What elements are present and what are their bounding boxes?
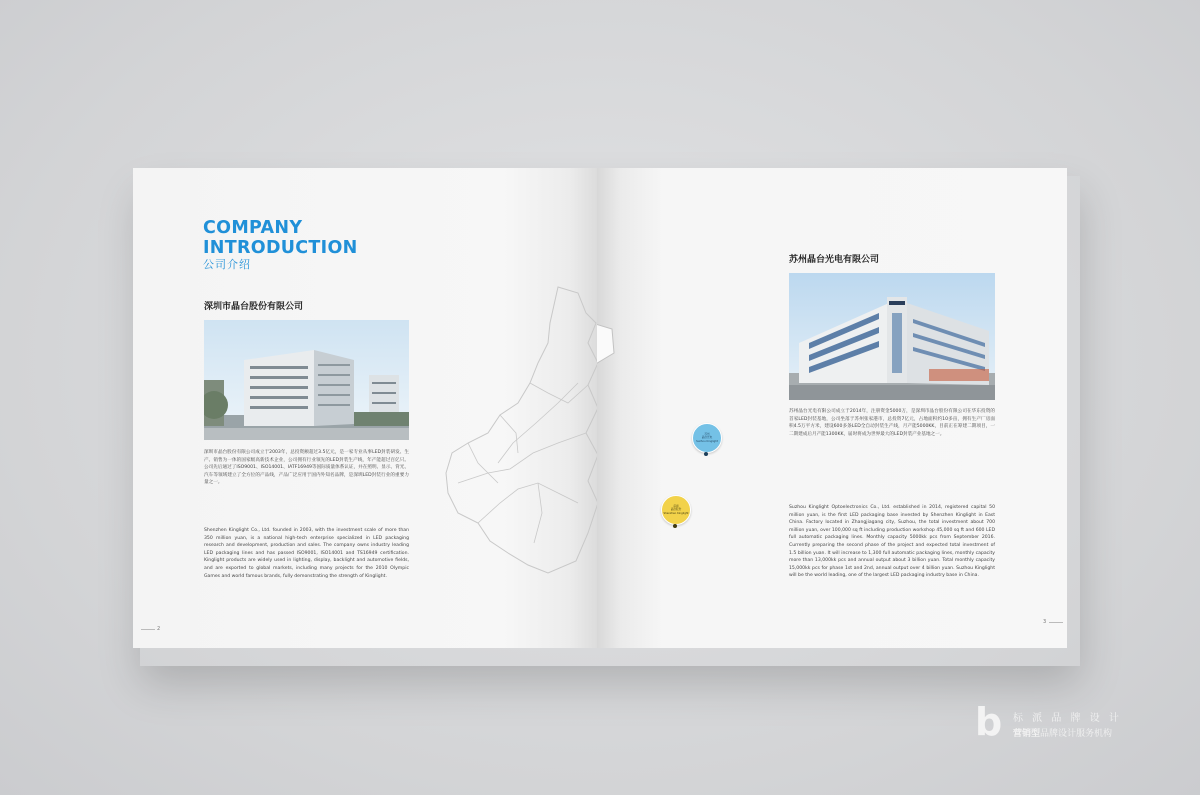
brand-name: 标 派 品 牌 设 计 — [1013, 713, 1122, 724]
shenzhen-company-name: 深圳市晶台股份有限公司 — [204, 302, 304, 312]
shenzhen-building-photo — [204, 320, 409, 440]
suzhou-pin-label: 苏州 晶台光电 Suzhou Kinglight — [696, 433, 718, 443]
suzhou-description-cn: 苏州晶台光电有限公司成立于2014年，注册资金5000万，是深圳市晶台股份有限公司在华东投资的首家LED封装基地，公司坐落于苏州张家港市，总投资7亿元，占地面积约10多亩，拥有生产厂房面积4.5万平方米，建设600多条LED全自动封装生产线，月产能5000KK，目前正在筹建二期项目，一二期建成后月产能1300KK，届时将成为世界最大的LED封装产业基地之一。 — [789, 409, 995, 437]
suzhou-pin[interactable] — [692, 423, 722, 453]
title-line-1: COMPANY — [203, 218, 303, 238]
shenzhen-pin-dot — [673, 524, 677, 528]
brand-tagline-rest: 品牌设计服务机构 — [1040, 729, 1113, 739]
shenzhen-pin[interactable] — [661, 495, 691, 525]
suzhou-pin-dot — [704, 452, 708, 456]
page-title — [203, 218, 358, 272]
title-chinese: 公司介绍 — [203, 258, 251, 271]
page-number-right: 3 — [1043, 619, 1047, 625]
page-number-rule-right — [1049, 622, 1063, 623]
right-page — [597, 168, 1067, 648]
suzhou-building-photo — [789, 273, 995, 400]
suzhou-company-name: 苏州晶台光电有限公司 — [789, 255, 880, 265]
china-map-left — [438, 283, 597, 583]
page-number-rule — [141, 629, 155, 630]
left-page — [133, 168, 597, 648]
brand-logo: b — [975, 700, 1003, 744]
brand-tagline-bold: 营销型 — [1013, 729, 1041, 739]
shenzhen-description-en: Shenzhen Kinglight Co., Ltd. founded in 2003, with the investment scale of more than 350 million yuan, is a national high-tech enterprise specialized in LED packaging research and development, production and sales. The company owns industry leading LED packaging lines and has passed ISO9001, ISO14001 and TS16949 certification. Kinglight products are widely used in lighting, display, backlight and automotive fields, and are exported to global markets, including many projects for the 2010 Olympic Games and world famous brands, fully demonstrating the strength of Kinglight. — [204, 528, 409, 579]
shenzhen-description-cn: 深圳市晶台股份有限公司成立于2003年，总投资额超过3.5亿元，是一家专业从事LED封装研发、生产、销售为一体的国家级高新技术企业，公司拥有行业领先的LED封装生产线，年产能超过百亿只。公司先后通过了ISO9001、ISO14001、IATF16949等国际质量体系认证，并在照明、显示、背光、汽车等领域建立了全方位的产品线，产品广泛应用于国内外知名品牌，是深圳LED封装行业的重要力量之一。 — [204, 450, 409, 486]
brand-tagline — [1013, 726, 1112, 739]
page-number-left: 2 — [157, 626, 161, 632]
title-line-2: INTRODUCTION — [203, 238, 358, 258]
shenzhen-pin-label: 深圳 晶台股份 Shenzhen Kinglight — [663, 505, 689, 515]
suzhou-description-en: Suzhou Kinglight Optoelectronics Co., Ltd. established in 2014, registered capital 50 million yuan, is the first LED packaging base invested by Shenzhen Kinglight in East China. Factory located in Zhangjiagang city, Suzhou, the total investment about 700 million yuan, over 100,000 sq ft including production workshop 45,000 sq ft and 600 LED full automatic packaging lines. Monthly capacity 5000kk pcs from September 2016. Currently preparing the second phase of the project and expected total investment of 1.5 billion yuan. It will increase to 1,300 full automatic packaging lines, monthly capacity more than 13,000kk pcs and annual output about 3 billion yuan. Total monthly capacity 15,000kk pcs for phase 1st and 2nd, annual output over 4 billion yuan. Suzhou Kinglight will be the world leading, one of the largest LED packaging industry base in China. — [789, 505, 995, 579]
brand-watermark — [975, 698, 1175, 748]
